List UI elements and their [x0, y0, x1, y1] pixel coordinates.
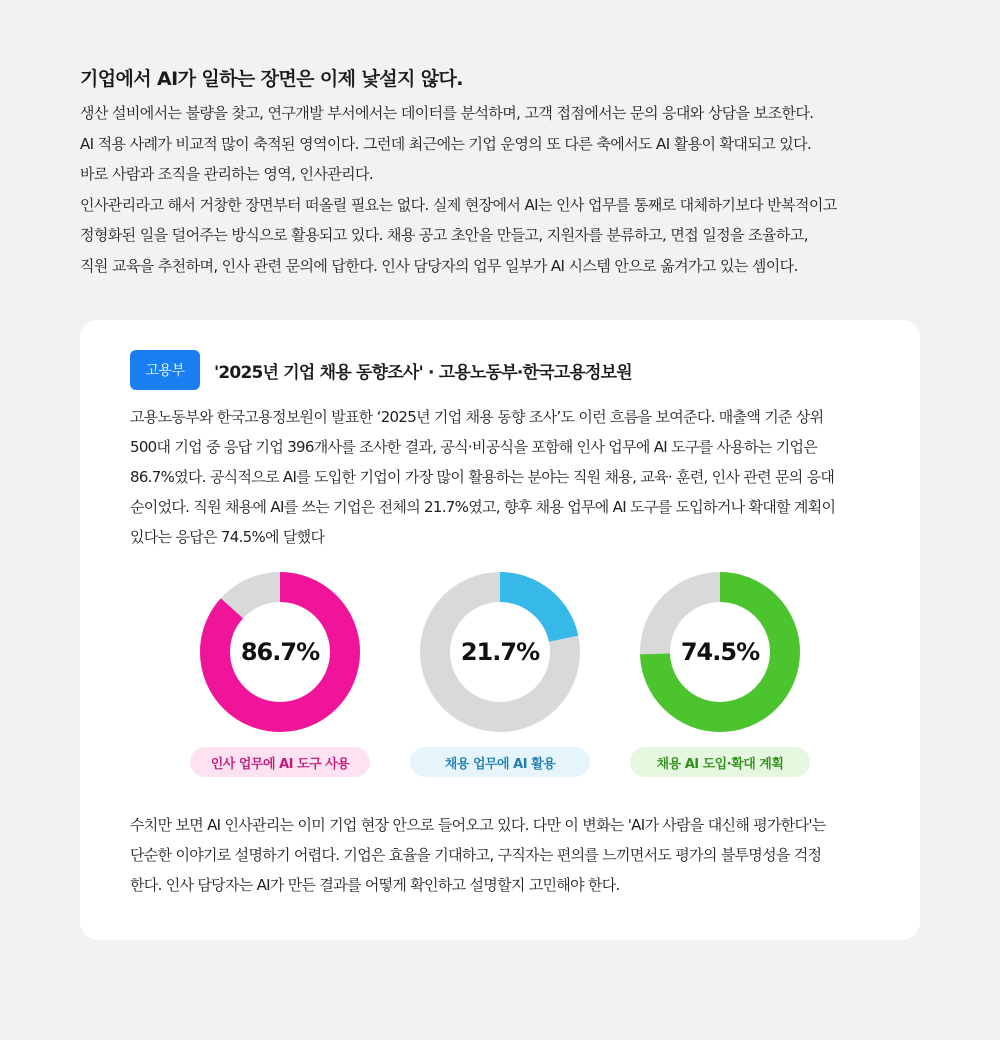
intro-line: 생산 설비에서는 불량을 찾고, 연구개발 부서에서는 데이터를 분석하며, 고객 접점에서는 문의 응대와 상담을 보조한다.: [80, 104, 814, 122]
card-body: [130, 402, 875, 552]
donut-item: [190, 572, 370, 782]
intro-line: 인사관리라고 해서 거창한 장면부터 떠올릴 필요는 없다. 실제 현장에서 AI는 인사 업무를 통째로 대체하기보다 반복적이고: [80, 195, 837, 214]
intro-line: 정형화된 일을 덜어주는 방식으로 활용되고 있다. 채용 공고 초안을 만들고, 지원자를 분류하고, 면접 일정을 조율하고,: [80, 226, 808, 244]
closing-line: 수치만 보면 AI 인사관리는 이미 기업 현장 안으로 들어오고 있다. 다만 이 변화는 'AI가 사람을 대신해 평가한다'는: [130, 816, 826, 834]
donut-category-label: 채용 AI 도입·확대 계획: [630, 747, 810, 777]
intro-line: 직원 교육을 추천하며, 인사 관련 문의에 답한다. 인사 담당자의 업무 일부가 AI 시스템 안으로 옮겨가고 있는 셈이다.: [80, 256, 798, 275]
body-line: 고용노동부와 한국고용정보원이 발표한 ‘2025년 기업 채용 동향 조사’도 이런 흐름을 보여준다. 매출액 기준 상위: [130, 408, 824, 426]
intro-title: 기업에서 AI가 일하는 장면은 이제 낯설지 않다.: [80, 68, 463, 90]
intro-line: 바로 사람과 조직을 관리하는 영역, 인사관리다.: [80, 165, 374, 183]
donut-item: [410, 572, 590, 782]
card-header: [130, 350, 632, 390]
donut-chart: [200, 572, 360, 732]
source-badge: 고용부: [130, 350, 200, 390]
body-line: 86.7%였다. 공식적으로 AI를 도입한 기업이 가장 많이 활용하는 분야는 직원 채용, 교육· 훈련, 인사 관련 문의 응대: [130, 468, 835, 486]
donut-value-label: 21.7%: [460, 638, 540, 666]
closing-line: 한다. 인사 담당자는 AI가 만든 결과를 어떻게 확인하고 설명할지 고민해야 한다.: [130, 876, 620, 894]
donut-charts: [190, 572, 810, 782]
body-line: 있다는 응답은 74.5%에 달했다: [130, 528, 325, 546]
body-line: 순이었다. 직원 채용에 AI를 쓰는 기업은 전체의 21.7%였고, 향후 채용 업무에 AI 도구를 도입하거나 확대할 계획이: [130, 498, 836, 516]
donut-category-label: 채용 업무에 AI 활용: [410, 747, 590, 777]
donut-item: [630, 572, 810, 782]
intro-section: [80, 66, 920, 281]
intro-line: AI 적용 사례가 비교적 많이 축적된 영역이다. 그런데 최근에는 기업 운영의 또 다른 축에서도 AI 활용이 확대되고 있다.: [80, 134, 812, 153]
donut-category-label: 인사 업무에 AI 도구 사용: [190, 747, 370, 777]
closing-text: [130, 810, 870, 900]
closing-line: 단순한 이야기로 설명하기 어렵다. 기업은 효율을 기대하고, 구직자는 편의를 느끼면서도 평가의 불투명성을 걱정: [130, 846, 822, 864]
donut-value-label: 86.7%: [240, 638, 320, 666]
donut-value-label: 74.5%: [680, 638, 760, 666]
body-line: 500대 기업 중 응답 기업 396개사를 조사한 결과, 공식·비공식을 포함해 인사 업무에 AI 도구를 사용하는 기업은: [130, 438, 818, 456]
survey-card: [80, 320, 920, 940]
donut-chart: [420, 572, 580, 732]
source-title: '2025년 기업 채용 동향조사' · 고용노동부·한국고용정보원: [214, 362, 632, 383]
donut-chart: [640, 572, 800, 732]
